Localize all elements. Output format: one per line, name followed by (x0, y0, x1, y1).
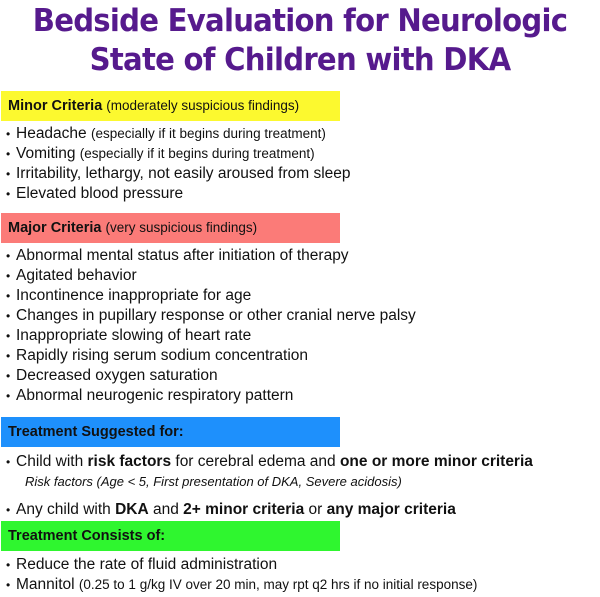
major-criteria-header (1, 213, 340, 243)
list-item: • Vomiting (especially if it begins during treatment) (6, 145, 315, 162)
bullet-icon: • (6, 167, 11, 181)
list-item: • Elevated blood pressure (6, 185, 184, 202)
bullet-icon: • (6, 127, 11, 141)
bullet-icon: • (6, 309, 11, 323)
title-line-1: Bedside Evaluation for Neurologic (32, 3, 568, 39)
list-item: • Inappropriate slowing of heart rate (6, 327, 252, 344)
treatment-suggested-list (6, 452, 533, 520)
page-title (18, 2, 582, 80)
treatment-consists-heading: Treatment Consists of: (8, 528, 166, 544)
bullet-icon: • (6, 389, 11, 403)
list-item: • Abnormal mental status after initiation of therapy (6, 247, 349, 264)
list-item: • Changes in pupillary response or other cranial nerve palsy (6, 307, 416, 324)
list-item: • Child with risk factors for cerebral edema and one or more minor criteria (6, 453, 533, 470)
minor-criteria-heading: Minor Criteria (8, 98, 103, 114)
list-item: • Abnormal neurogenic respiratory pattern (6, 387, 294, 404)
list-item: • Agitated behavior (6, 267, 137, 284)
list-item: • Any child with DKA and 2+ minor criteria or any major criteria (6, 501, 456, 518)
bullet-icon: • (6, 349, 11, 363)
bullet-icon: • (6, 503, 11, 517)
bullet-icon: • (6, 147, 11, 161)
bullet-icon: • (6, 369, 11, 383)
treatment-suggested-header (1, 417, 340, 447)
title-line-2: State of Children with DKA (89, 42, 511, 78)
bullet-icon: • (6, 578, 11, 592)
treatment-consists-list (6, 555, 477, 595)
treatment-suggested-heading: Treatment Suggested for: (8, 424, 184, 440)
bullet-icon: • (6, 249, 11, 263)
list-item: • Decreased oxygen saturation (6, 367, 218, 384)
bullet-icon: • (6, 558, 11, 572)
bullet-icon: • (6, 289, 11, 303)
bullet-icon: • (6, 455, 11, 469)
list-item: • Reduce the rate of fluid administration (6, 556, 278, 573)
list-item: • Incontinence inappropriate for age (6, 287, 252, 304)
treatment-consists-header (1, 521, 340, 551)
list-item: • Rapidly rising serum sodium concentration (6, 347, 309, 364)
major-criteria-list (6, 246, 416, 406)
bullet-icon: • (6, 187, 11, 201)
bullet-icon: • (6, 329, 11, 343)
list-item: • Irritability, lethargy, not easily aroused from sleep (6, 165, 351, 182)
list-item: • Headache (especially if it begins during treatment) (6, 125, 326, 142)
minor-criteria-subheading: (moderately suspicious findings) (106, 98, 300, 113)
major-criteria-heading: Major Criteria (8, 220, 102, 236)
major-criteria-subheading: (very suspicious findings) (105, 220, 258, 235)
minor-criteria-header (1, 91, 340, 121)
list-item: • Mannitol (0.25 to 1 g/kg IV over 20 min, may rpt q2 hrs if no initial response) (6, 576, 478, 593)
minor-criteria-list (6, 124, 351, 204)
risk-factors-note: Risk factors (Age < 5, First presentation of DKA, Severe acidosis) (25, 474, 402, 489)
bullet-icon: • (6, 269, 11, 283)
